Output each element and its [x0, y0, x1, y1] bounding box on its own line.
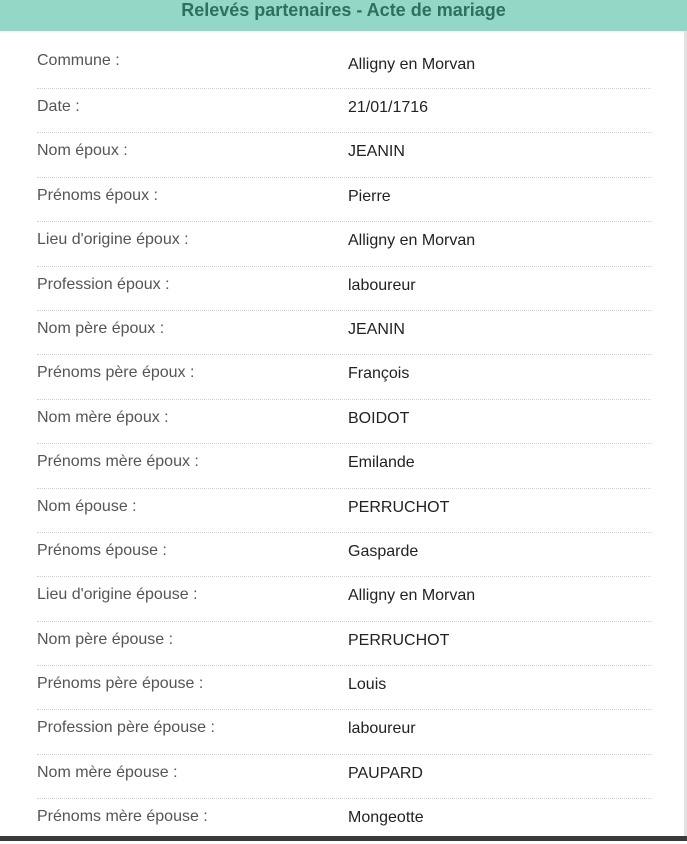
field-row-nom-epouse — [37, 489, 651, 533]
field-label: Prénoms épouse : — [37, 541, 167, 559]
field-value: JEANIN — [348, 143, 405, 161]
field-value: Gasparde — [348, 542, 419, 560]
field-value: PAUPARD — [348, 764, 423, 782]
field-row-nom-pere-epouse — [37, 622, 651, 666]
field-value: Alligny en Morvan — [348, 587, 476, 605]
field-value: JEANIN — [348, 320, 405, 338]
field-value: Alligny en Morvan — [348, 232, 476, 250]
field-row-prenoms-mere-epoux — [37, 444, 651, 488]
field-value: PERRUCHOT — [348, 631, 450, 649]
field-value: laboureur — [348, 276, 416, 294]
field-row-profession-pere-epouse — [37, 710, 651, 754]
bottom-border — [0, 836, 687, 841]
field-label: Lieu d'origine époux : — [37, 231, 189, 249]
field-row-nom-epoux — [37, 133, 651, 177]
field-label: Date : — [37, 98, 80, 115]
field-label: Nom épouse : — [37, 497, 137, 515]
field-label: Prénoms père époux : — [37, 364, 195, 382]
field-row-lieu-origine-epoux — [37, 222, 651, 266]
field-label: Lieu d'origine épouse : — [37, 586, 198, 604]
field-row-nom-mere-epoux — [37, 400, 651, 444]
record-details-list — [37, 44, 651, 844]
field-row-prenoms-epouse — [37, 533, 651, 577]
field-value: laboureur — [348, 720, 416, 738]
page-title: Relevés partenaires - Acte de mariage — [181, 0, 506, 20]
field-label: Nom mère épouse : — [37, 763, 178, 781]
field-row-nom-mere-epouse — [37, 755, 651, 799]
field-value: Mongeotte — [348, 809, 424, 827]
field-row-nom-pere-epoux — [37, 311, 651, 355]
field-row-prenoms-epoux — [37, 178, 651, 222]
field-value: Pierre — [348, 187, 391, 205]
field-row-commune — [37, 44, 651, 89]
field-row-profession-epoux — [37, 267, 651, 311]
field-label: Nom époux : — [37, 142, 128, 160]
field-value: PERRUCHOT — [348, 498, 450, 516]
field-value: Emilande — [348, 454, 415, 472]
field-label: Prénoms mère épouse : — [37, 808, 208, 826]
field-row-lieu-origine-epouse — [37, 577, 651, 621]
field-value: 21/01/1716 — [348, 99, 429, 116]
field-label: Commune : — [37, 52, 120, 69]
field-label: Prénoms mère époux : — [37, 453, 199, 471]
field-row-prenoms-pere-epoux — [37, 355, 651, 399]
field-value: Alligny en Morvan — [348, 56, 476, 73]
field-label: Nom père épouse : — [37, 630, 174, 648]
field-row-date — [37, 89, 651, 133]
field-label: Prénoms père épouse : — [37, 675, 204, 693]
field-label: Prénoms époux : — [37, 186, 158, 204]
page-header — [0, 0, 687, 31]
field-label: Profession époux : — [37, 275, 170, 293]
field-label: Nom mère époux : — [37, 408, 169, 426]
field-value: Louis — [348, 676, 387, 694]
field-value: François — [348, 365, 410, 383]
field-label: Profession père épouse : — [37, 719, 215, 737]
field-row-prenoms-pere-epouse — [37, 666, 651, 710]
field-value: BOIDOT — [348, 409, 410, 427]
field-label: Nom père époux : — [37, 319, 165, 337]
